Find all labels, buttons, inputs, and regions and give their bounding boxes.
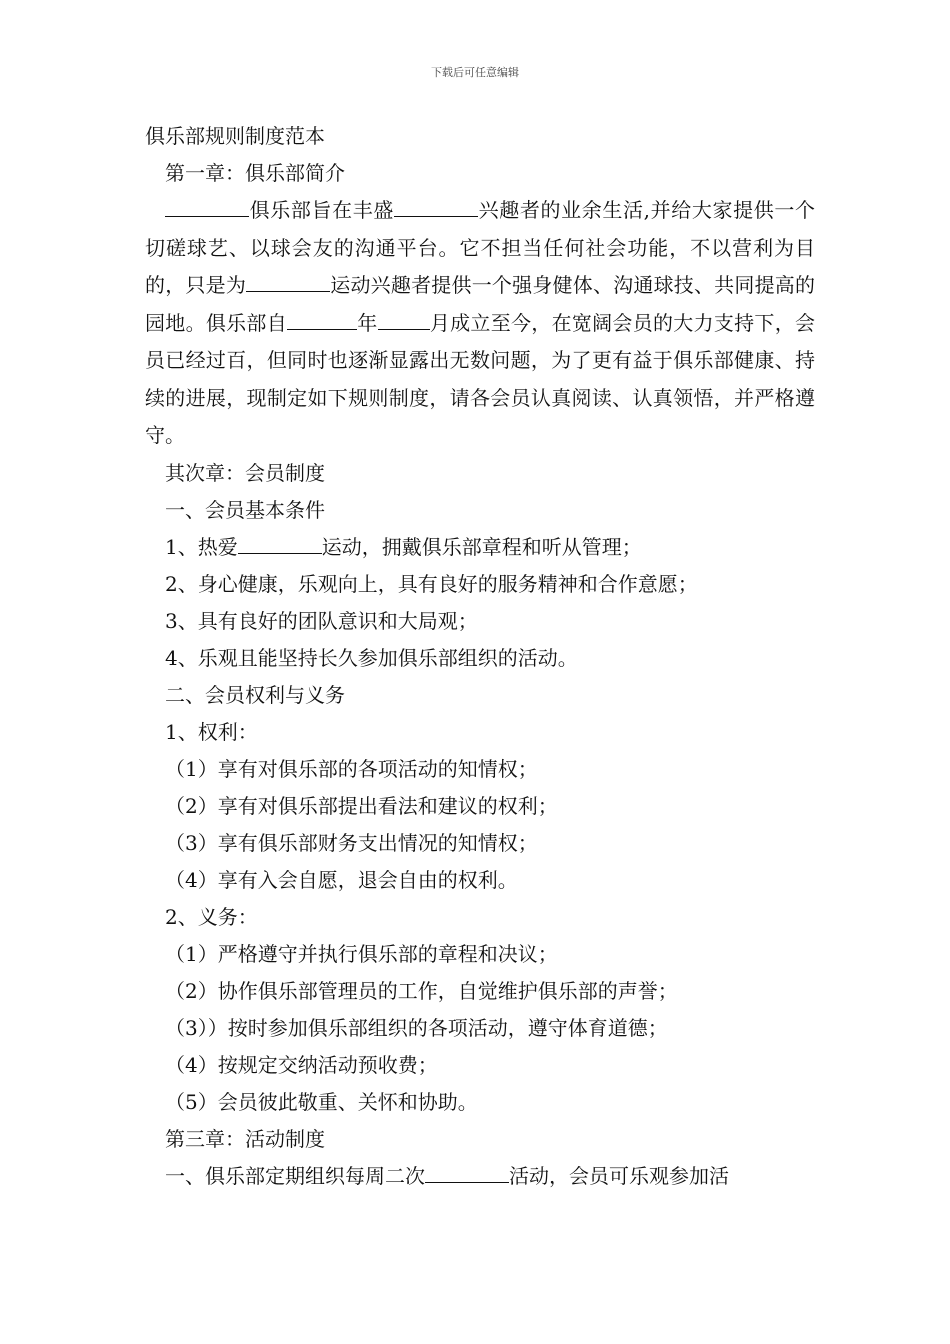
section-title: 一、会员基本条件: [165, 497, 325, 522]
fill-blank: [246, 269, 330, 292]
condition-item: 2、身心健康，乐观向上，具有良好的服务精神和合作意愿；: [165, 571, 698, 596]
duties-item: （1）严格遵守并执行俱乐部的章程和决议；: [165, 941, 558, 966]
fill-blank: [394, 194, 478, 217]
fill-blank: [287, 307, 357, 330]
fill-blank: [238, 531, 322, 554]
paragraph-text: 月成立至今，在宽阔会员的大力支持下，会员已经过百，但同时也逐渐显露出无数问题，为了更有益于俱乐部健康、持续的进展，现制定如下规则制度，请各会员认真阅读、认真领悟，并严格遵守。: [145, 310, 816, 447]
paragraph-text: 年: [357, 310, 378, 335]
paragraph-text: 运动兴趣者提供一个强身健体、沟通球技、共同提高的园地。俱乐部自: [145, 273, 816, 335]
paragraph-text: 俱乐部旨在丰盛: [249, 198, 395, 222]
duties-item: （5）会员彼此敬重、关怀和协助。: [165, 1089, 478, 1114]
fill-blank: [165, 194, 249, 217]
fill-blank: [378, 307, 430, 330]
duties-item: （4）按规定交纳活动预收费；: [165, 1052, 438, 1077]
condition-item: 4、乐观且能坚持长久参加俱乐部组织的活动。: [165, 645, 578, 670]
header-note: 下载后可任意编辑: [431, 66, 519, 79]
duties-title: 2、义务：: [165, 904, 258, 929]
condition-item: 3、具有良好的团队意识和大局观；: [165, 608, 478, 633]
chapter-2-title: 其次章：会员制度: [165, 460, 325, 485]
duties-item: （2）协作俱乐部管理员的工作，自觉维护俱乐部的声誉；: [165, 978, 678, 1003]
item-text: 活动，会员可乐观参加活: [509, 1163, 729, 1188]
activity-item: [145, 1158, 815, 1195]
section-title: 二、会员权利与义务: [165, 682, 345, 707]
rights-item: （1）享有对俱乐部的各项活动的知情权；: [165, 756, 538, 781]
chapter-1-paragraph: [145, 192, 815, 455]
condition-item: [145, 529, 815, 566]
item-text: 1、热爱: [165, 534, 238, 559]
chapter-1-title: 第一章：俱乐部简介: [165, 161, 345, 185]
chapter-3-title: 第三章：活动制度: [165, 1126, 325, 1151]
document-body: [145, 118, 815, 1195]
rights-item: （2）享有对俱乐部提出看法和建议的权利；: [165, 793, 558, 818]
duties-item: （3））按时参加俱乐部组织的各项活动，遵守体育道德；: [165, 1015, 668, 1040]
paragraph-text: 兴趣者的业余生活,并给大家提供一个切磋球艺、以球会友的沟通平台。它不担当任何社会功能，不以营利为目的，只是为: [145, 198, 816, 297]
item-text: 运动，拥戴俱乐部章程和听从管理；: [321, 534, 642, 559]
fill-blank: [425, 1160, 509, 1183]
rights-item: （3）享有俱乐部财务支出情况的知情权；: [165, 830, 538, 855]
item-text: 一、俱乐部定期组织每周二次: [165, 1163, 425, 1188]
rights-item: （4）享有入会自愿，退会自由的权利。: [165, 867, 518, 892]
rights-title: 1、权利：: [165, 719, 258, 744]
document-title: 俱乐部规则制度范本: [145, 124, 325, 148]
